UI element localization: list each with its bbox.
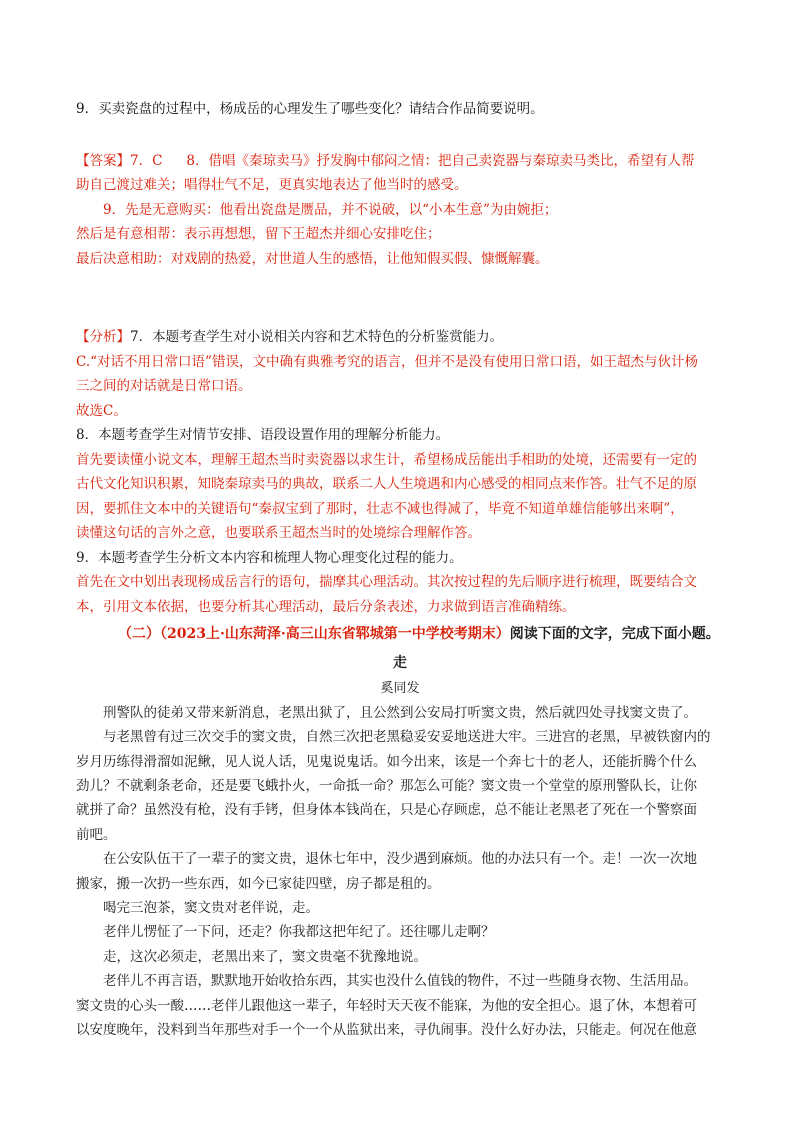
section-heading	[118, 622, 720, 646]
answer-9-part1: 9．先是无意购买：他看出瓷盘是赝品，并不说破，以“小本生意”为由婉拒；	[103, 202, 558, 218]
analysis-tag: 【分析】	[76, 329, 130, 345]
analysis-line-2: C.“对话不用日常口语”错误，文中确有典雅考究的语言，但并不是没有使用日常口语，如王超杰与伙计杨	[76, 354, 698, 370]
story-paragraph-1: 刑警队的徒弟又带来新消息，老黑出狱了，且公然到公安局打听窦文贵，然后就四处寻找窦文贵了。	[103, 705, 697, 721]
section-instruction: 阅读下面的文字，完成下面小题。	[509, 626, 720, 642]
story-p2-line3: 劲儿？不就剩条老命，还是要飞蛾扑火，一命抵一命？那怎么可能？窦文贵一个堂堂的原刑警队长，让你	[76, 778, 697, 794]
answer-tag: 【答案】	[76, 153, 130, 169]
question-9: 9．买卖瓷盘的过程中，杨成岳的心理发生了哪些变化？请结合作品简要说明。	[76, 101, 544, 117]
analysis-line-4: 故选C。	[76, 403, 127, 419]
story-p2-line5: 前吧。	[76, 827, 117, 843]
analysis-line-8: 因，要抓住文本中的关键语句“秦叔宝到了那时，壮志不减也得减了，毕竟不知道单雄信能够出来啊”，	[76, 501, 684, 517]
analysis-line-12: 本，引用文本依据，也要分析其心理活动，最后分条表述，力求做到语言准确精练。	[76, 599, 576, 615]
answer-8-part1: 8．借唱《秦琼卖马》抒发胸中郁闷之情：把自己卖瓷器与秦琼卖马类比，希望有人帮	[186, 153, 695, 169]
story-p7-line3: 以安度晚年，没料到当年那些对手一个一个从监狱出来，寻仇闹事。没什么好办法，只能走。何况在他意	[76, 1022, 697, 1038]
answer-9-part2: 然后是有意相帮：表示再想想，留下王超杰并细心安排吃住；	[76, 226, 441, 242]
answer-8-part2: 助自己渡过难关；唱得壮气不足，更真实地表达了他当时的感受。	[76, 177, 468, 193]
answer-line-1	[76, 149, 695, 173]
story-p7-line2: 窦文贵的心头一酸……老伴儿跟他这一辈子，年轻时天天夜不能寐，为他的安全担心。退了休，本想着可	[76, 998, 697, 1014]
analysis-line-1	[76, 325, 503, 349]
story-paragraph-4: 喝完三泡茶，窦文贵对老伴说，走。	[103, 900, 319, 916]
story-p2-line2: 岁月历练得滑溜如泥鳅，见人说人话，见鬼说鬼话。如今出来，该是一个奔七十的老人，还能折腾个什么	[76, 754, 697, 770]
answer-9-part3: 最后决意相助：对戏剧的热爱，对世道人生的感悟，让他知假买假、慷慨解囊。	[76, 251, 549, 267]
story-p7-line1: 老伴儿不再言语，默默地开始收拾东西，其实也没什么值钱的物件，不过一些随身衣物、生活用品。	[103, 973, 697, 989]
answer-7: 7．C	[130, 153, 163, 169]
section-number: （二）	[118, 626, 160, 642]
story-p3-line2: 搬家，搬一次扔一些东西，如今已家徒四壁，房子都是租的。	[76, 876, 441, 892]
analysis-7-intro: 7．本题考查学生对小说相关内容和艺术特色的分析鉴赏能力。	[130, 329, 504, 345]
analysis-line-11: 首先在文中划出表现杨成岳言行的语句，揣摩其心理活动。其次按过程的先后顺序进行梳理，既要结合文	[76, 574, 697, 590]
story-paragraph-6: 走，这次必须走，老黑出来了，窦文贵毫不犹豫地说。	[103, 949, 427, 965]
analysis-line-6: 首先要读懂小说文本，理解王超杰当时卖瓷器以求生计，希望杨成岳能出手相助的处境，还需要有一定的	[76, 452, 697, 468]
story-paragraph-5: 老伴儿愣怔了一下问，还走？你我都这把年纪了。还往哪儿走啊？	[103, 924, 495, 940]
story-author: 奚同发	[380, 681, 420, 696]
analysis-line-5: 8．本题考查学生对情节安排、语段设置作用的理解分析能力。	[76, 427, 450, 443]
story-p2-line1: 与老黑曾有过三次交手的窦文贵，自然三次把老黑稳妥安妥地送进大牢。三进宫的老黑，早被铁窗内的	[103, 729, 711, 745]
analysis-line-7: 古代文化知识积累，知晓秦琼卖马的典故，联系二人人生境遇和内心感受的相同点来作答。壮气不足的原	[76, 476, 697, 492]
story-title: 走	[393, 655, 407, 671]
analysis-line-10: 9．本题考查学生分析文本内容和梳理人物心理变化过程的能力。	[76, 550, 463, 566]
analysis-line-3: 三之间的对话就是日常口语。	[76, 378, 252, 394]
analysis-line-9: 读懂这句话的言外之意，也要联系王超杰当时的处境综合理解作答。	[76, 525, 481, 541]
section-source: （2023上·山东菏泽·高三山东省郓城第一中学校考期末）	[160, 626, 510, 642]
story-p2-line4: 就拼了命？虽然没有枪，没有手铐，但身体本钱尚在，只是心存顾虑，总不能让老黑老了死在一个警察面	[76, 802, 697, 818]
story-p3-line1: 在公安队伍干了一辈子的窦文贵，退休七年中，没少遇到麻烦。他的办法只有一个。走！一次一次地	[103, 851, 697, 867]
